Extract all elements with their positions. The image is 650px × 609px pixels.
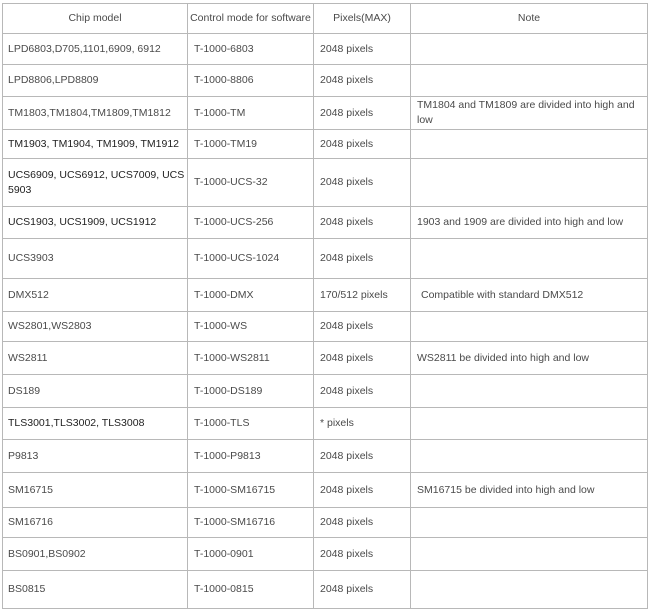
chip-table: [2, 3, 648, 609]
control-mode-cell: T-1000-TM: [188, 97, 314, 130]
pixels-cell: 2048 pixels: [314, 97, 411, 130]
note-cell: TM1804 and TM1809 are divided into high and low: [411, 97, 648, 130]
note-cell: [411, 571, 648, 609]
table-row: [3, 159, 648, 207]
note-cell: SM16715 be divided into high and low: [411, 473, 648, 508]
control-mode-cell: T-1000-UCS-1024: [188, 239, 314, 279]
chip-model-cell: TLS3001,TLS3002, TLS3008: [3, 408, 188, 440]
pixels-cell: 2048 pixels: [314, 342, 411, 375]
header-control-mode: Control mode for software: [188, 4, 314, 34]
control-mode-cell: T-1000-8806: [188, 65, 314, 97]
note-cell: [411, 130, 648, 159]
pixels-cell: 2048 pixels: [314, 508, 411, 538]
chip-model-cell: UCS6909, UCS6912, UCS7009, UCS 5903: [3, 159, 188, 207]
pixels-cell: 2048 pixels: [314, 159, 411, 207]
note-cell: [411, 440, 648, 473]
note-cell: 1903 and 1909 are divided into high and low: [411, 207, 648, 239]
control-mode-cell: T-1000-SM16716: [188, 508, 314, 538]
control-mode-cell: T-1000-P9813: [188, 440, 314, 473]
note-cell: [411, 408, 648, 440]
pixels-cell: 2048 pixels: [314, 207, 411, 239]
table-row: [3, 207, 648, 239]
chip-model-cell: SM16715: [3, 473, 188, 508]
pixels-cell: 170/512 pixels: [314, 279, 411, 312]
control-mode-cell: T-1000-0901: [188, 538, 314, 571]
pixels-cell: 2048 pixels: [314, 65, 411, 97]
table-row: [3, 473, 648, 508]
pixels-cell: 2048 pixels: [314, 440, 411, 473]
table-row: [3, 65, 648, 97]
pixels-cell: 2048 pixels: [314, 130, 411, 159]
pixels-cell: 2048 pixels: [314, 538, 411, 571]
chip-model-cell: LPD6803,D705,1101,6909, 6912: [3, 34, 188, 65]
note-cell: Compatible with standard DMX512: [411, 279, 648, 312]
table-header-row: [3, 4, 648, 34]
table-row: [3, 130, 648, 159]
chip-model-cell: DS189: [3, 375, 188, 408]
table-row: [3, 97, 648, 130]
chip-model-cell: UCS3903: [3, 239, 188, 279]
control-mode-cell: T-1000-6803: [188, 34, 314, 65]
note-cell: [411, 312, 648, 342]
pixels-cell: 2048 pixels: [314, 375, 411, 408]
table-row: [3, 408, 648, 440]
table-row: [3, 34, 648, 65]
table-row: [3, 571, 648, 609]
table-row: [3, 375, 648, 408]
pixels-cell: * pixels: [314, 408, 411, 440]
note-cell: [411, 239, 648, 279]
control-mode-cell: T-1000-WS: [188, 312, 314, 342]
header-pixels-max: Pixels(MAX): [314, 4, 411, 34]
table-row: [3, 440, 648, 473]
note-cell: [411, 65, 648, 97]
chip-model-cell: P9813: [3, 440, 188, 473]
note-cell: [411, 34, 648, 65]
chip-model-cell: BS0815: [3, 571, 188, 609]
pixels-cell: 2048 pixels: [314, 34, 411, 65]
chip-model-cell: DMX512: [3, 279, 188, 312]
table-row: [3, 312, 648, 342]
pixels-cell: 2048 pixels: [314, 473, 411, 508]
chip-model-cell: BS0901,BS0902: [3, 538, 188, 571]
table-row: [3, 538, 648, 571]
chip-model-cell: WS2811: [3, 342, 188, 375]
chip-model-cell: SM16716: [3, 508, 188, 538]
control-mode-cell: T-1000-SM16715: [188, 473, 314, 508]
header-chip-model: Chip model: [3, 4, 188, 34]
control-mode-cell: T-1000-DMX: [188, 279, 314, 312]
control-mode-cell: T-1000-UCS-32: [188, 159, 314, 207]
control-mode-cell: T-1000-TM19: [188, 130, 314, 159]
note-cell: [411, 538, 648, 571]
note-cell: [411, 375, 648, 408]
table-row: [3, 279, 648, 312]
chip-model-cell: UCS1903, UCS1909, UCS1912: [3, 207, 188, 239]
chip-model-cell: LPD8806,LPD8809: [3, 65, 188, 97]
control-mode-cell: T-1000-0815: [188, 571, 314, 609]
pixels-cell: 2048 pixels: [314, 239, 411, 279]
header-note: Note: [411, 4, 648, 34]
control-mode-cell: T-1000-UCS-256: [188, 207, 314, 239]
pixels-cell: 2048 pixels: [314, 312, 411, 342]
pixels-cell: 2048 pixels: [314, 571, 411, 609]
note-cell: [411, 508, 648, 538]
control-mode-cell: T-1000-TLS: [188, 408, 314, 440]
table-row: [3, 508, 648, 538]
note-cell: [411, 159, 648, 207]
table-row: [3, 239, 648, 279]
chip-model-cell: TM1803,TM1804,TM1809,TM1812: [3, 97, 188, 130]
control-mode-cell: T-1000-DS189: [188, 375, 314, 408]
control-mode-cell: T-1000-WS2811: [188, 342, 314, 375]
note-cell: WS2811 be divided into high and low: [411, 342, 648, 375]
table-row: [3, 342, 648, 375]
chip-model-cell: TM1903, TM1904, TM1909, TM1912: [3, 130, 188, 159]
chip-model-cell: WS2801,WS2803: [3, 312, 188, 342]
